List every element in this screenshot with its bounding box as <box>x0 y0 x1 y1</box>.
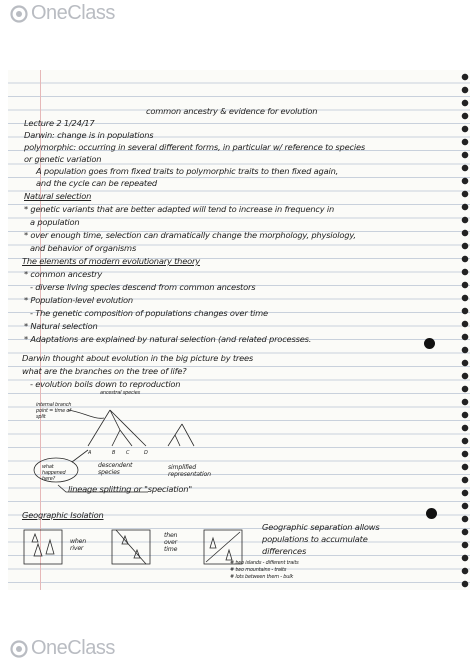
geo-note-line: differences <box>262 546 307 556</box>
note-line: * common ancestry <box>24 269 103 279</box>
spiral-binding <box>456 70 470 590</box>
brand-name: OneClass <box>31 637 115 659</box>
notebook-page <box>8 70 470 590</box>
punch-hole <box>424 338 435 349</box>
simplified-label: simplified representation <box>168 464 211 478</box>
oneclass-logo-bottom <box>10 637 115 660</box>
note-heading: The elements of modern evolutionary theory <box>22 256 200 266</box>
geo-sketches <box>22 526 262 586</box>
punch-hole <box>426 508 437 519</box>
geo-note-line: Geographic separation allows <box>262 522 380 532</box>
geo-footnote: # lots between them - bulk <box>230 574 294 580</box>
notes-title: common ancestry & evidence for evolution <box>146 106 318 116</box>
sketch-box-1 <box>24 530 62 564</box>
note-heading: Natural selection <box>24 191 92 201</box>
trees-icon <box>32 534 54 556</box>
internal-branch-label: internal branch point = time of split <box>36 402 72 420</box>
bubble-pointer <box>72 450 88 462</box>
tip-d: D <box>144 450 148 456</box>
ancestral-label: ancestral species <box>100 390 140 396</box>
note-line: A population goes from fixed traits to polymorphic traits to then fixed again, <box>36 166 339 176</box>
note-line: Darwin thought about evolution in the big picture by trees <box>22 353 254 363</box>
note-line: * Population-level evolution <box>24 295 133 305</box>
tip-b: B <box>112 450 116 456</box>
note-line: - evolution boils down to reproduction <box>30 379 181 389</box>
tip-c: C <box>126 450 130 456</box>
river-icon <box>206 532 240 562</box>
when-river-label: when river <box>70 538 86 552</box>
note-line: and behavior of organisms <box>30 243 137 253</box>
note-line: what are the branches on the tree of life? <box>22 366 187 376</box>
note-line: a population <box>30 217 80 227</box>
note-line: and the cycle can be repeated <box>36 178 157 188</box>
oneclass-logo-icon <box>10 5 28 23</box>
descendant-label: descendent species <box>98 462 133 476</box>
tree-branches <box>88 410 146 446</box>
note-line: Darwin: change is in populations <box>24 130 154 140</box>
lineage-label: lineage splitting or "speciation" <box>68 484 192 494</box>
geo-footnote: # two mountains - traits <box>230 567 287 573</box>
tip-a: A <box>88 450 92 456</box>
lecture-date: Lecture 2 1/24/17 <box>24 118 95 128</box>
note-line: * over enough time, selection can dramatically change the morphology, physiology, <box>24 230 356 240</box>
geo-heading: Geographic Isolation <box>22 510 104 520</box>
what-happened-label: what happened here? <box>42 464 66 482</box>
river-icon <box>116 530 146 564</box>
oneclass-logo-top <box>10 2 115 25</box>
then-over-time-label: then over time <box>164 532 178 553</box>
geo-note-line: populations to accumulate <box>262 534 368 544</box>
note-line: - The genetic composition of populations changes over time <box>30 308 268 318</box>
note-line: or genetic variation <box>24 154 102 164</box>
geo-footnote: # two islands - different traits <box>230 560 299 566</box>
note-line: * genetic variants that are better adapted will tend to increase in frequency in <box>24 204 335 214</box>
note-line: - diverse living species descend from common ancestors <box>30 282 256 292</box>
brand-name: OneClass <box>31 2 115 24</box>
oneclass-logo-icon <box>10 640 28 658</box>
simplified-tree <box>168 424 194 446</box>
note-line: * Adaptations are explained by natural selection (and related processes. <box>24 334 312 344</box>
note-line: * Natural selection <box>24 321 98 331</box>
note-line: polymorphic: occurring in several different forms, in particular w/ reference to species <box>24 142 366 152</box>
